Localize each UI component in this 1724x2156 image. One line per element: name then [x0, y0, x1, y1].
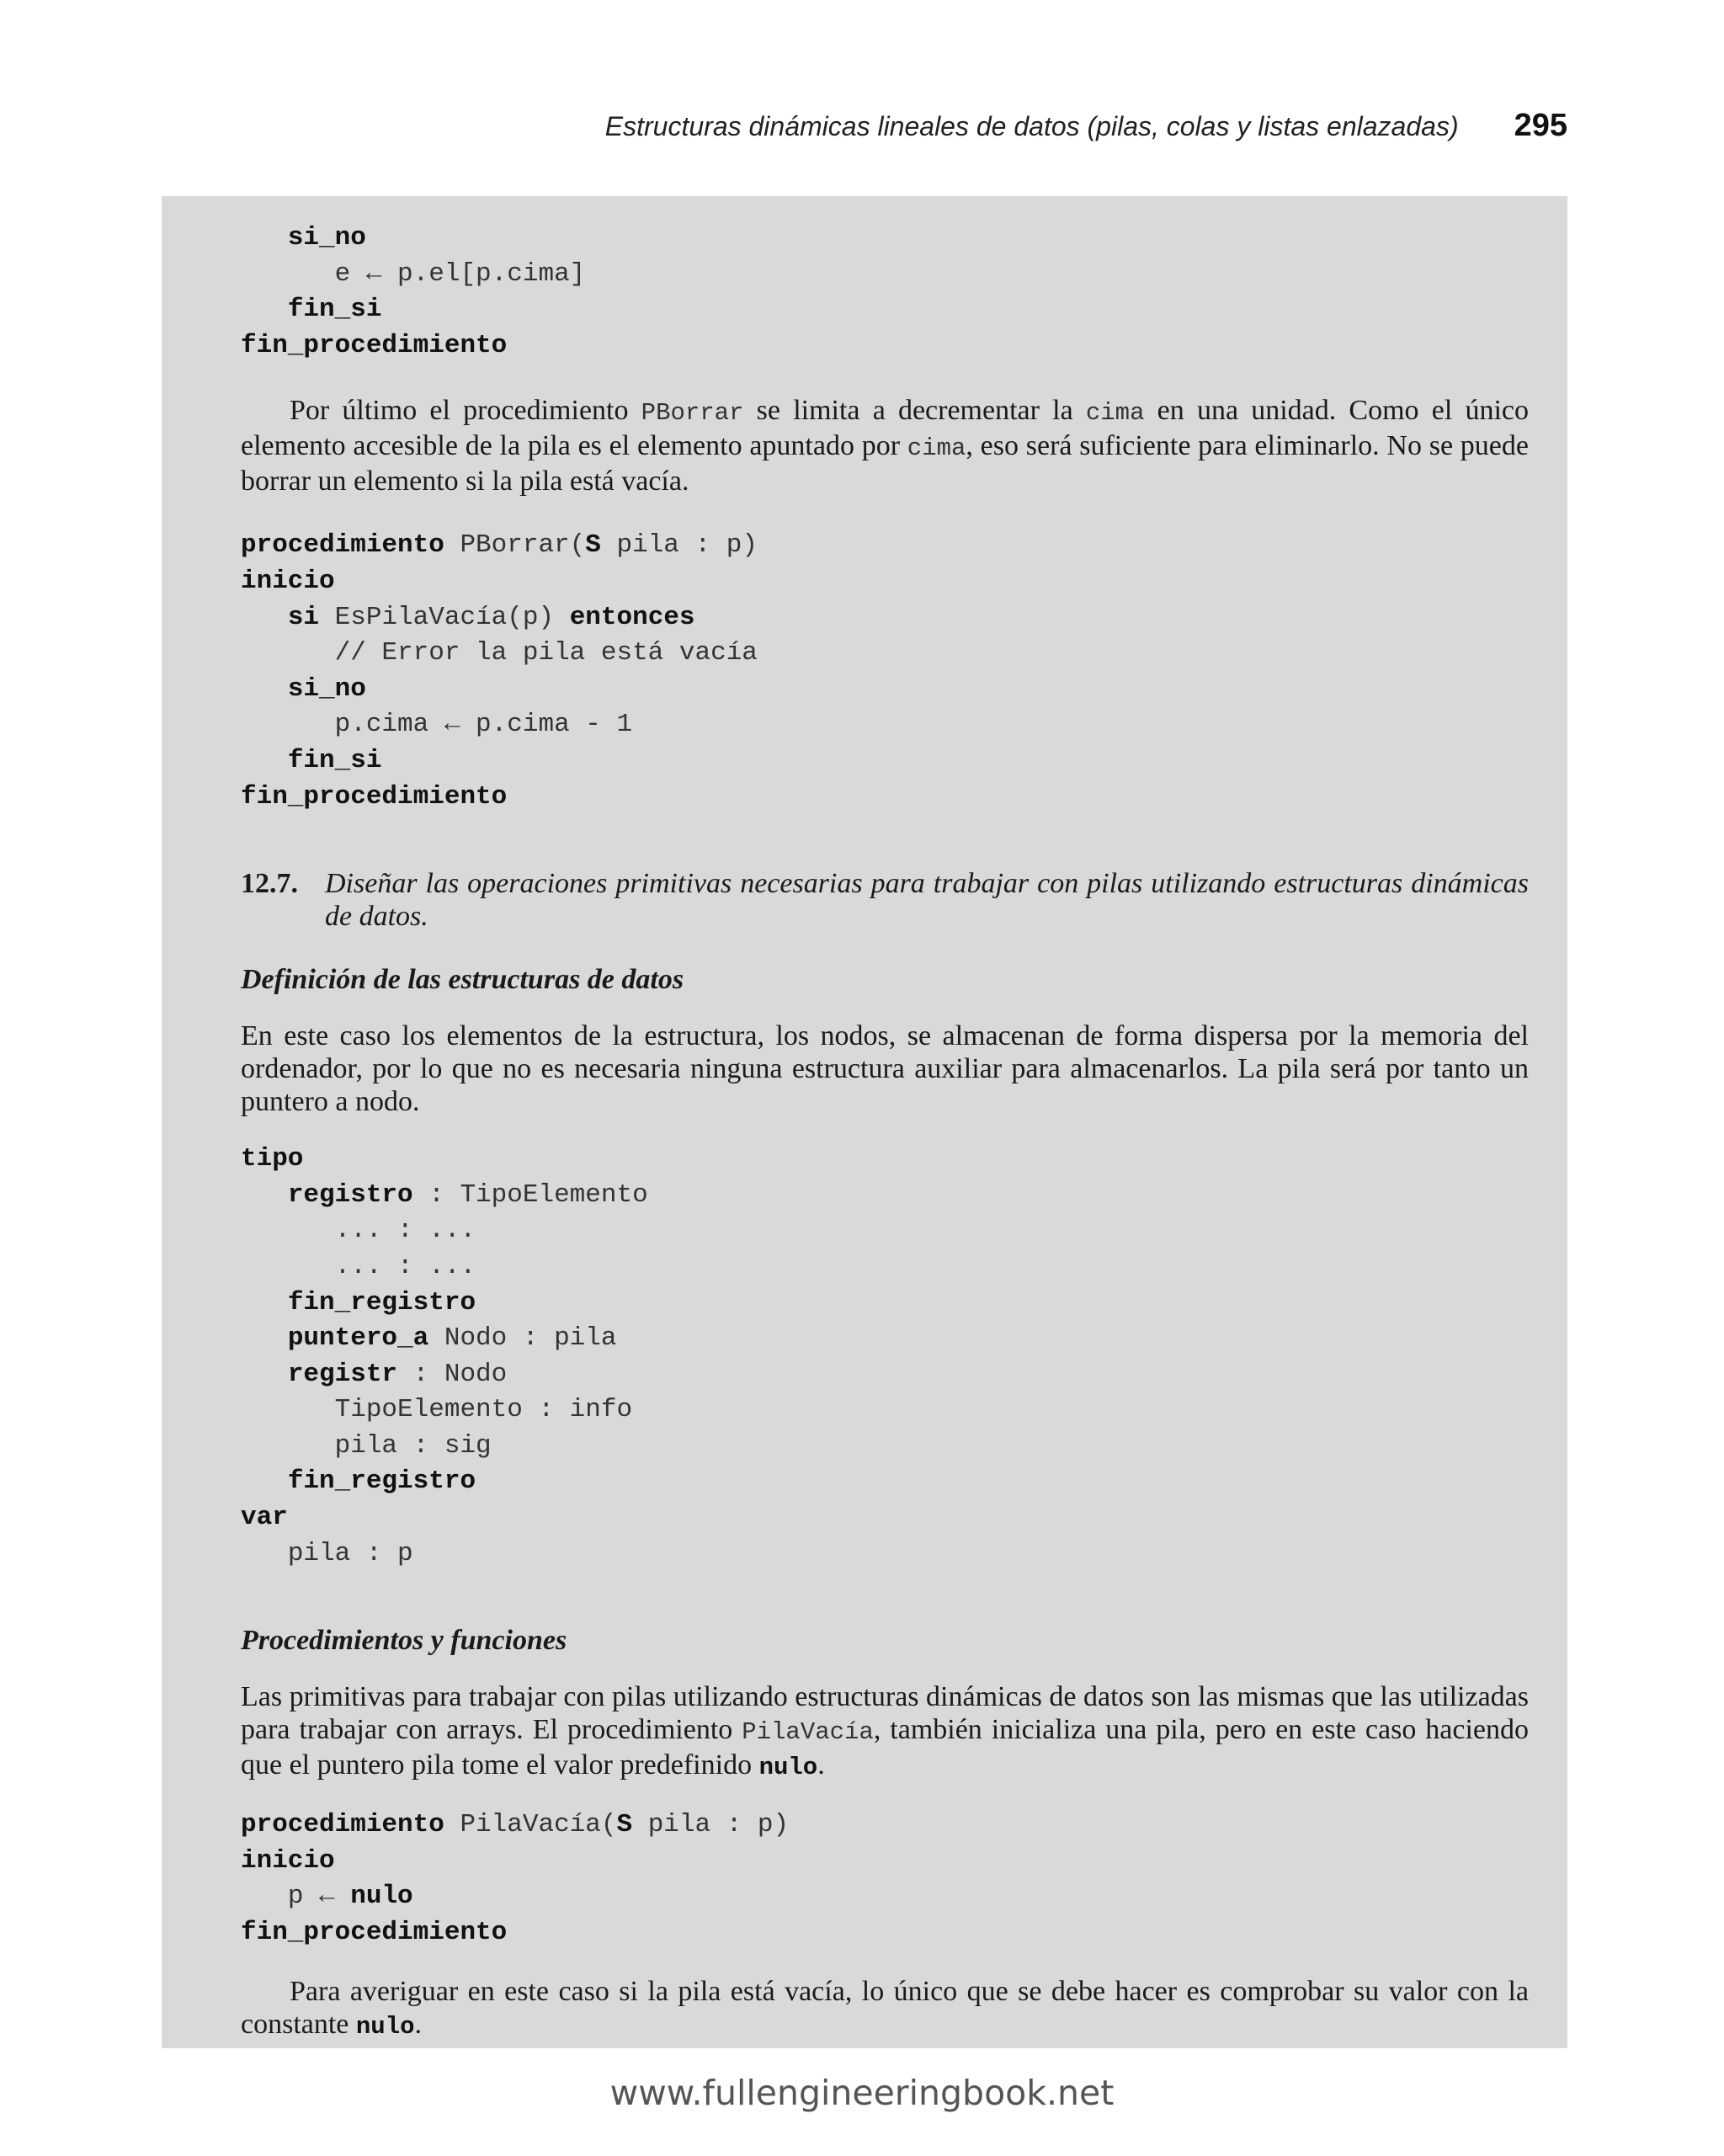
inline-code: PilaVacía [742, 1718, 874, 1747]
code-line: TipoElemento : info [334, 1395, 633, 1425]
code-line: ... : ... [334, 1251, 476, 1281]
text-run: . [817, 1749, 825, 1781]
code-keyword: inicio [241, 1845, 335, 1876]
code-keyword: S [616, 1810, 633, 1840]
text-run: en una unidad. Como el único elemento accesible de la pila es el elemento apuntado por [241, 395, 1529, 462]
inline-code: nulo [355, 2012, 415, 2041]
section-heading-definicion: Definición de las estructuras de datos [241, 964, 684, 996]
text-run: se limita a decrementar la [743, 395, 1086, 427]
code-keyword: nulo [350, 1882, 413, 1912]
code-keyword: si_no [287, 223, 366, 253]
code-keyword: fin_registro [287, 1287, 476, 1318]
code-keyword: fin_si [287, 295, 382, 325]
code-keyword: si [287, 602, 320, 632]
code-text: pila : p) [632, 1810, 790, 1840]
code-keyword: procedimiento [241, 530, 444, 561]
code-text: Nodo : pila [428, 1323, 617, 1354]
code-keyword: fin_si [287, 745, 382, 775]
inline-code: cima [907, 434, 966, 463]
code-keyword: registro [287, 1179, 413, 1210]
running-title: Estructuras dinámicas lineales de datos (pilas, colas y listas enlazadas) [604, 111, 1459, 141]
code-block-3 [241, 1142, 1529, 1572]
code-keyword: inicio [241, 566, 335, 596]
code-keyword: fin_procedimiento [241, 330, 508, 360]
code-keyword: fin_registro [287, 1467, 476, 1497]
code-block-4 [241, 1807, 1529, 1951]
code-block-1 [241, 221, 1529, 364]
exercise-text: Diseñar las operaciones primitivas necesarias para trabajar con pilas utilizando estructuras dinámicas de datos. [325, 868, 1529, 933]
paragraph-pborrar [241, 394, 1529, 498]
code-keyword: procedimiento [241, 1810, 444, 1840]
code-keyword: tipo [241, 1144, 304, 1174]
code-text: PilaVacía( [444, 1810, 617, 1840]
code-text: PBorrar( [444, 530, 586, 561]
code-text: : Nodo [397, 1359, 508, 1389]
code-keyword: si_no [287, 673, 366, 704]
exercise-statement [241, 867, 1529, 933]
code-line: pila : sig [334, 1430, 492, 1461]
code-keyword: fin_procedimiento [241, 781, 508, 812]
text-run: , eso será suficiente para eliminarlo. No se puede borrar un elemento si la pila está vacía. [241, 430, 1529, 498]
code-line: ... : ... [334, 1216, 476, 1246]
page-content [241, 221, 1529, 2043]
exercise-number: 12.7. [241, 868, 298, 900]
text-run: . [414, 2008, 423, 2040]
code-line: pila : p [287, 1538, 413, 1568]
section-heading-procedimientos: Procedimientos y funciones [241, 1625, 567, 1657]
code-comment: // Error la pila está vacía [334, 638, 758, 668]
code-keyword: S [585, 530, 601, 561]
text-run: Las primitivas para trabajar con pilas utilizando estructuras dinámicas de datos son las mismas que las utilizadas para trabajar con arrays. El procedimiento [241, 1681, 1529, 1746]
inline-code: cima [1085, 399, 1145, 428]
text-run: Para averiguar en este caso si la pila está vacía, lo único que se debe hacer es comprobar su valor con la constante [241, 1975, 1529, 2040]
code-line: e ← p.el[p.cima] [334, 258, 586, 289]
running-header [0, 108, 1567, 144]
inline-code: nulo [758, 1754, 818, 1782]
code-text: : TipoElemento [412, 1179, 648, 1210]
code-text: p ← [287, 1882, 351, 1912]
code-keyword: entonces [569, 602, 695, 632]
code-keyword: fin_procedimiento [241, 1918, 508, 1948]
inline-code: PBorrar [641, 399, 744, 428]
footer-watermark: www.fullengineeringbook.net [609, 2073, 1115, 2113]
code-keyword: puntero_a [287, 1323, 429, 1354]
code-keyword: registr [287, 1359, 398, 1389]
paragraph-definicion: En este caso los elementos de la estructura, los nodos, se almacenan de forma dispersa por la memoria del ordenador, por lo que no es necesaria ninguna estructura auxiliar para almacenarlos. La pila será por tanto un puntero a nodo. [241, 1020, 1529, 1118]
code-text: EsPilaVacía(p) [319, 602, 570, 632]
code-block-2 [241, 528, 1529, 815]
page-number: 295 [1514, 108, 1567, 143]
paragraph-procedimientos [241, 1680, 1529, 1784]
code-text: pila : p) [600, 530, 758, 561]
code-line: p.cima ← p.cima - 1 [334, 710, 633, 740]
paragraph-nulo [241, 1975, 1529, 2043]
text-run: Por último el procedimiento [290, 395, 641, 427]
text-run: , también inicializa una pila, pero en este caso haciendo que el puntero pila tome el valor predefinido [241, 1714, 1529, 1781]
code-keyword: var [241, 1503, 288, 1533]
